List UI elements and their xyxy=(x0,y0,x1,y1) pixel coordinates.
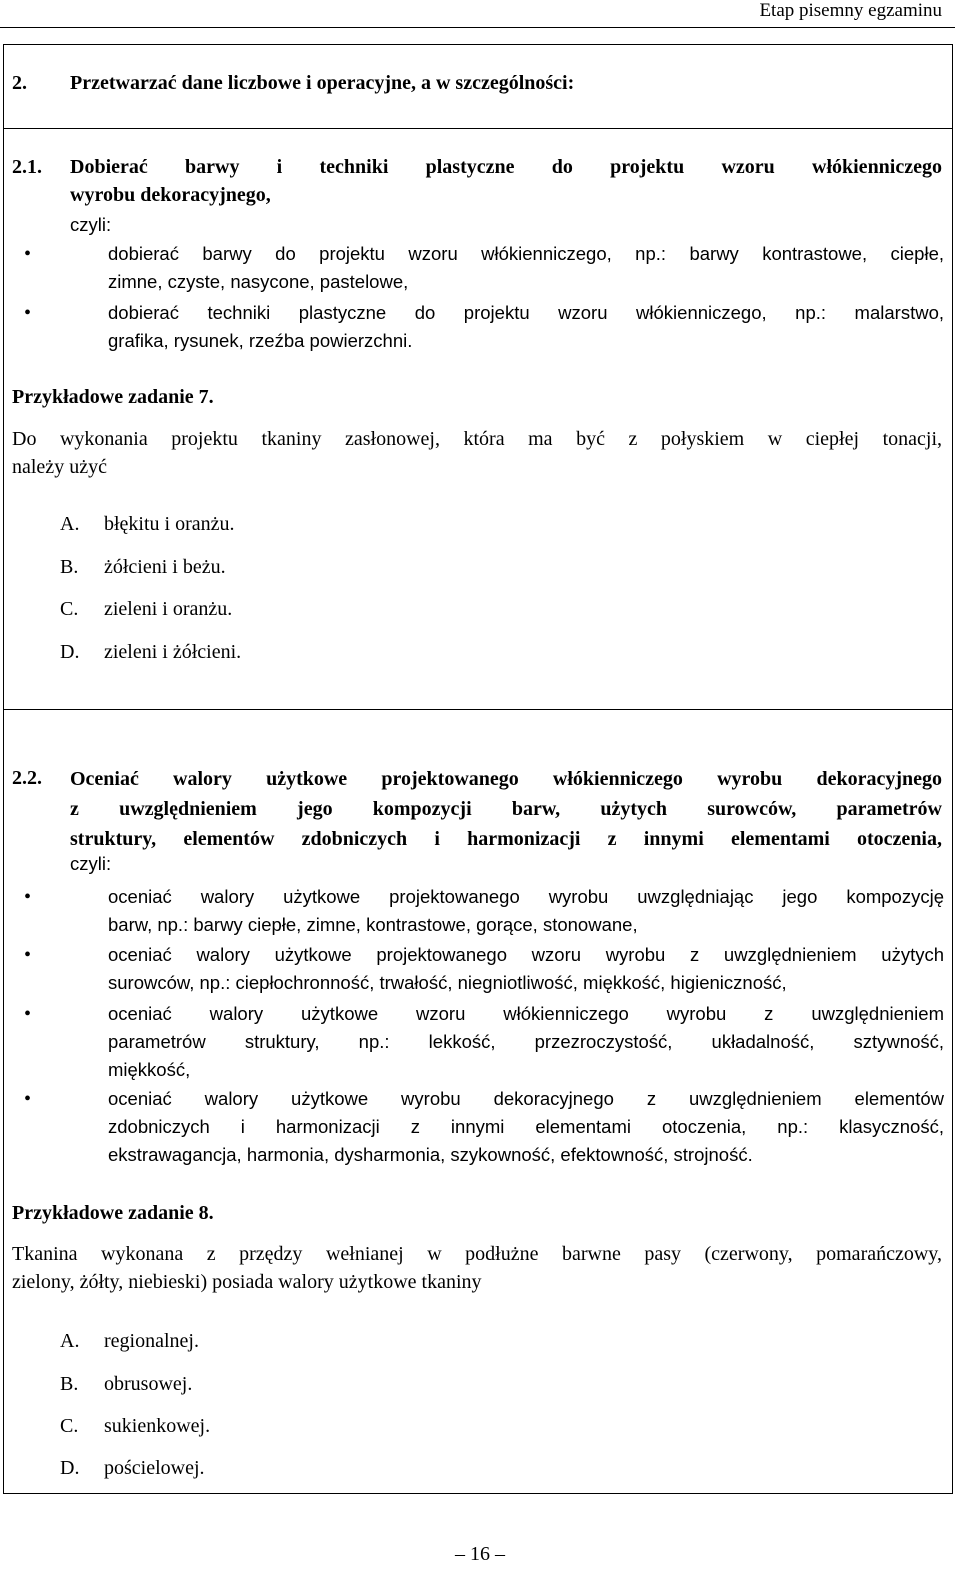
section-2-1-title-line: Dobierać barwy i techniki plastyczne do projektu wzoru włókienniczego xyxy=(70,156,942,178)
page-header: Etap pisemny egzaminu xyxy=(759,0,942,21)
task-7-option-b xyxy=(60,553,226,581)
option-text: zieleni i żółcieni. xyxy=(104,641,242,663)
list-item-text xyxy=(108,1085,944,1169)
option-letter: A. xyxy=(60,513,80,535)
list-item-line: miękkość, xyxy=(108,1059,191,1080)
list-item-line: ekstrawagancja, harmonia, dysharmonia, szykowność, efektowność, strojność. xyxy=(108,1144,753,1165)
task-7-option-c xyxy=(60,595,232,623)
task-8-question-line: zielony, żółty, niebieski) posiada walory użytkowe tkaniny xyxy=(12,1271,482,1293)
list-item-line: dobierać barwy do projektu wzoru włókienniczego, np.: barwy kontrastowe, ciepłe, xyxy=(108,243,944,264)
list-item-text xyxy=(108,299,944,355)
task-8-question xyxy=(12,1240,942,1296)
section-2-title: Przetwarzać dane liczbowe i operacyjne, a w szczególności: xyxy=(70,72,575,94)
section-2-1-number: 2.1. xyxy=(12,156,42,178)
list-item-line: surowców, np.: ciepłochronność, trwałość, niegniotliwość, miękkość, higieniczność, xyxy=(108,972,787,993)
list-item-text xyxy=(108,240,944,296)
list-item-line: oceniać walory użytkowe wzoru włókienniczego wyrobu z uwzględnieniem xyxy=(108,1003,944,1024)
task-7-question-line: Do wykonania projektu tkaniny zasłonowej, która ma być z połyskiem w ciepłej tonacji, xyxy=(12,428,942,450)
task-7-title: Przykładowe zadanie 7. xyxy=(12,386,214,408)
list-item-line: parametrów struktury, np.: lekkość, przezroczystość, układalność, sztywność, xyxy=(108,1031,944,1052)
section-2-2-number: 2.2. xyxy=(12,767,42,789)
option-letter: D. xyxy=(60,1457,80,1479)
task-8-option-b xyxy=(60,1370,192,1398)
bullet-icon: • xyxy=(24,1003,32,1025)
list-item-text xyxy=(108,883,944,939)
list-item-line: oceniać walory użytkowe projektowanego wyrobu uwzględniając jego kompozycję xyxy=(108,886,944,907)
option-text: błękitu i oranżu. xyxy=(104,513,235,535)
list-item-line: zdobniczych i harmonizacji z innymi elementami otoczenia, np.: klasyczność, xyxy=(108,1116,944,1137)
list-item-line: oceniać walory użytkowe wyrobu dekoracyjnego z uwzględnieniem elementów xyxy=(108,1088,944,1109)
list-item-line: zimne, czyste, nasycone, pastelowe, xyxy=(108,271,409,292)
czyli-label: czyli: xyxy=(70,214,112,235)
bullet-icon: • xyxy=(24,243,32,265)
option-letter: D. xyxy=(60,641,80,663)
task-8-option-a xyxy=(60,1327,199,1355)
option-letter: B. xyxy=(60,556,79,578)
task-7-question xyxy=(12,425,942,481)
option-letter: B. xyxy=(60,1373,79,1395)
list-item-line: dobierać techniki plastyczne do projektu wzoru włókienniczego, np.: malarstwo, xyxy=(108,302,944,323)
list-item-line: barw, np.: barwy ciepłe, zimne, kontrastowe, gorące, stonowane, xyxy=(108,914,638,935)
bullet-icon: • xyxy=(24,1088,32,1110)
section-2-1-box xyxy=(3,128,953,710)
section-2-2-box xyxy=(3,709,953,1494)
section-2-1-title-line: wyrobu dekoracyjnego, xyxy=(70,184,271,206)
bullet-icon: • xyxy=(24,944,32,966)
bullet-icon: • xyxy=(24,886,32,908)
task-7-question-line: należy użyć xyxy=(12,456,107,478)
option-text: regionalnej. xyxy=(104,1330,199,1352)
section-2-box xyxy=(3,44,953,129)
list-item-line: oceniać walory użytkowe projektowanego wzoru wyrobu z uwzględnieniem użytych xyxy=(108,944,944,965)
section-2-2-title xyxy=(70,764,942,854)
header-rule xyxy=(0,27,955,28)
option-text: obrusowej. xyxy=(104,1373,193,1395)
czyli-label: czyli: xyxy=(70,853,112,874)
option-letter: C. xyxy=(60,598,79,620)
task-7-option-a xyxy=(60,510,235,538)
task-7-option-d xyxy=(60,638,241,666)
task-8-option-c xyxy=(60,1412,210,1440)
task-8-title: Przykładowe zadanie 8. xyxy=(12,1202,214,1224)
section-2-number: 2. xyxy=(12,72,27,94)
option-text: pościelowej. xyxy=(104,1457,205,1479)
option-letter: C. xyxy=(60,1415,79,1437)
page-number: – 16 – xyxy=(455,1543,505,1565)
section-2-2-title-line: z uwzględnieniem jego kompozycji barw, użytych surowców, parametrów xyxy=(70,798,942,820)
option-text: zieleni i oranżu. xyxy=(104,598,233,620)
option-letter: A. xyxy=(60,1330,80,1352)
option-text: sukienkowej. xyxy=(104,1415,211,1437)
task-8-question-line: Tkanina wykonana z przędzy wełnianej w podłużne barwne pasy (czerwony, pomarańczowy, xyxy=(12,1243,942,1265)
section-2-2-title-line: struktury, elementów zdobniczych i harmonizacji z innymi elementami otoczenia, xyxy=(70,828,942,850)
list-item-line: grafika, rysunek, rzeźba powierzchni. xyxy=(108,330,413,351)
bullet-icon: • xyxy=(24,302,32,324)
list-item-text xyxy=(108,941,944,997)
section-2-1-title xyxy=(70,153,942,209)
section-2-2-title-line: Oceniać walory użytkowe projektowanego włókienniczego wyrobu dekoracyjnego xyxy=(70,768,942,790)
list-item-text xyxy=(108,1000,944,1084)
option-text: żółcieni i beżu. xyxy=(104,556,226,578)
task-8-option-d xyxy=(60,1454,205,1482)
